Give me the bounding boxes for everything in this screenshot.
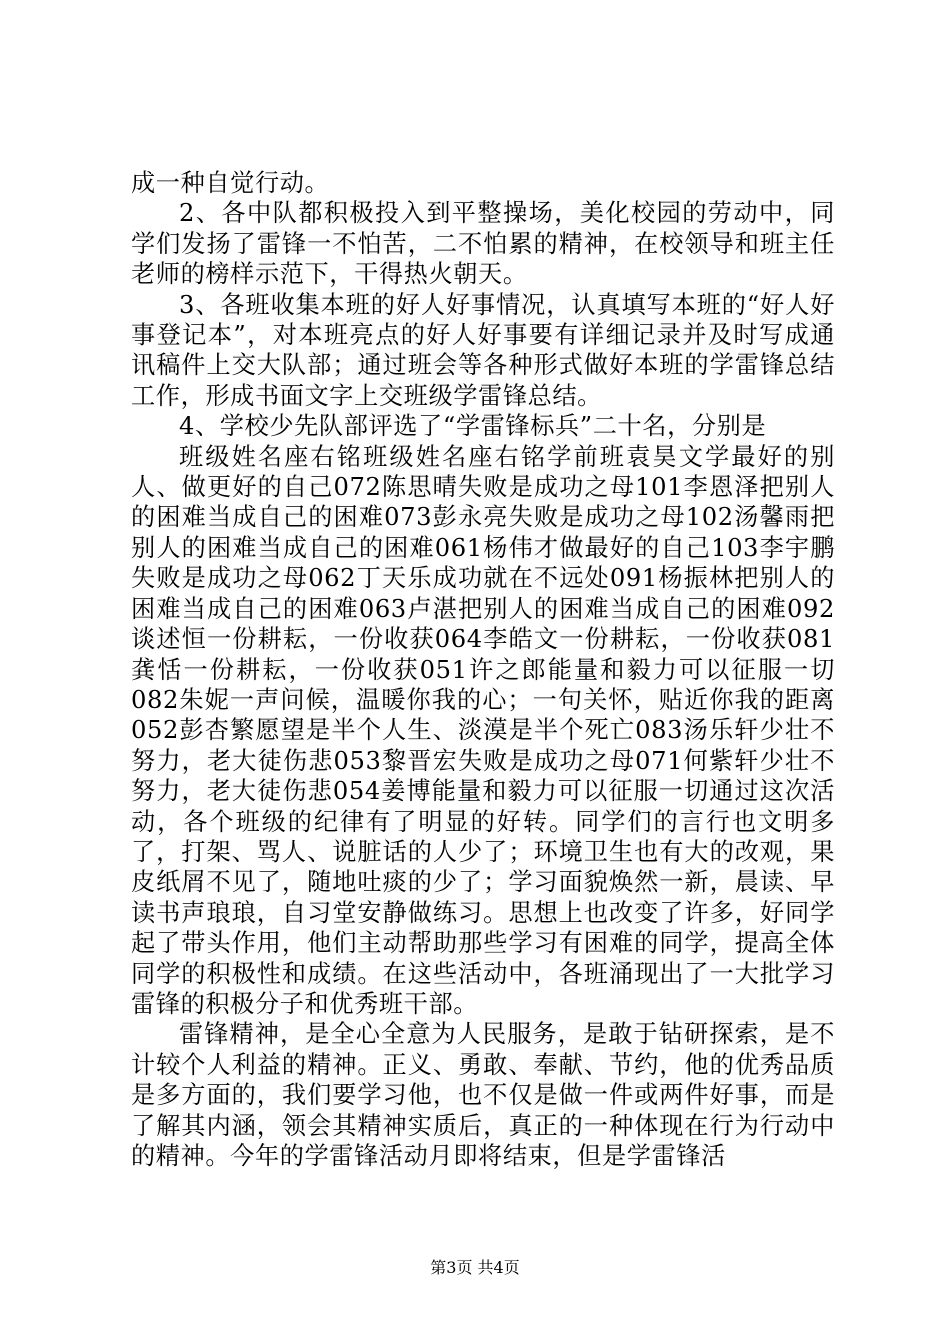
paragraph-item-4: 4、学校少先队部评选了“学雷锋标兵”二十名，分别是: [179, 412, 767, 441]
paragraph-item-3: 3、各班收集本班的好人好事情况，认真填写本班的“好人好事登记本”，对本班亮点的好人好事要有详细记录并及时写成通讯稿件上交大队部；通过班会等各种形式做好本班的学雷锋总结工作，形成书面文字上交班级学雷锋总结。: [131, 290, 835, 410]
page-number-label: 第3页 共4页: [430, 1258, 520, 1277]
paragraph-honor-list: 班级姓名座右铭班级姓名座右铭学前班袁昊文学最好的别人、做更好的自己072陈思晴失败是成功之母101李恩泽把别人的困难当成自己的困难073彭永亮失败是成功之母102汤馨雨把别人的困难当成自己的困难061杨伟才做最好的自己103李宇鹏失败是成功之母062丁天乐成功就在不远处091杨振林把别人的困难当成自己的困难063卢湛把别人的困难当成自己的困难092谈述恒一份耕耘，一份收获064李皓文一份耕耘，一份收获081龚恬一份耕耘，一份收获051许之郎能量和毅力可以征服一切082朱妮一声问候，温暖你我的心；一句关怀，贴近你我的距离052彭杏繁愿望是半个人生、淡漠是半个死亡083汤乐轩少壮不努力，老大徒伤悲053黎晋宏失败是成功之母071何紫轩少壮不努力，老大徒伤悲054姜博能量和毅力可以征服一切通过这次活动，各个班级的纪律有了明显的好转。同学们的言行也文明多了，打架、骂人、说脏话的人少了；环境卫生也有大的改观，果皮纸屑不见了，随地吐痰的少了；学习面貌焕然一新，晨读、早读书声琅琅，自习堂安静做练习。思想上也改变了许多，好同学起了带头作用，他们主动帮助那些学习有困难的同学，提高全体同学的积极性和成绩。在这些活动中，各班涌现出了一大批学习雷锋的积极分子和优秀班干部。: [131, 442, 835, 1018]
paragraph-lei-feng-spirit: 雷锋精神，是全心全意为人民服务，是敢于钻研探索，是不计较个人利益的精神。正义、勇敢、奉献、节约，他的优秀品质是多方面的，我们要学习他，也不仅是做一件或两件好事，而是了解其内涵，领会其精神实质后，真正的一种体现在行为行动中的精神。今年的学雷锋活动月即将结束，但是学雷锋活: [131, 1020, 835, 1170]
paragraph-item-2: 2、各中队都积极投入到平整操场，美化校园的劳动中，同学们发扬了雷锋一不怕苦，二不怕累的精神，在校领导和班主任老师的榜样示范下，干得热火朝天。: [131, 199, 835, 289]
paragraph-continuation: 成一种自觉行动。: [131, 169, 330, 197]
document-body: [131, 168, 835, 1171]
page-footer: [0, 1258, 950, 1278]
